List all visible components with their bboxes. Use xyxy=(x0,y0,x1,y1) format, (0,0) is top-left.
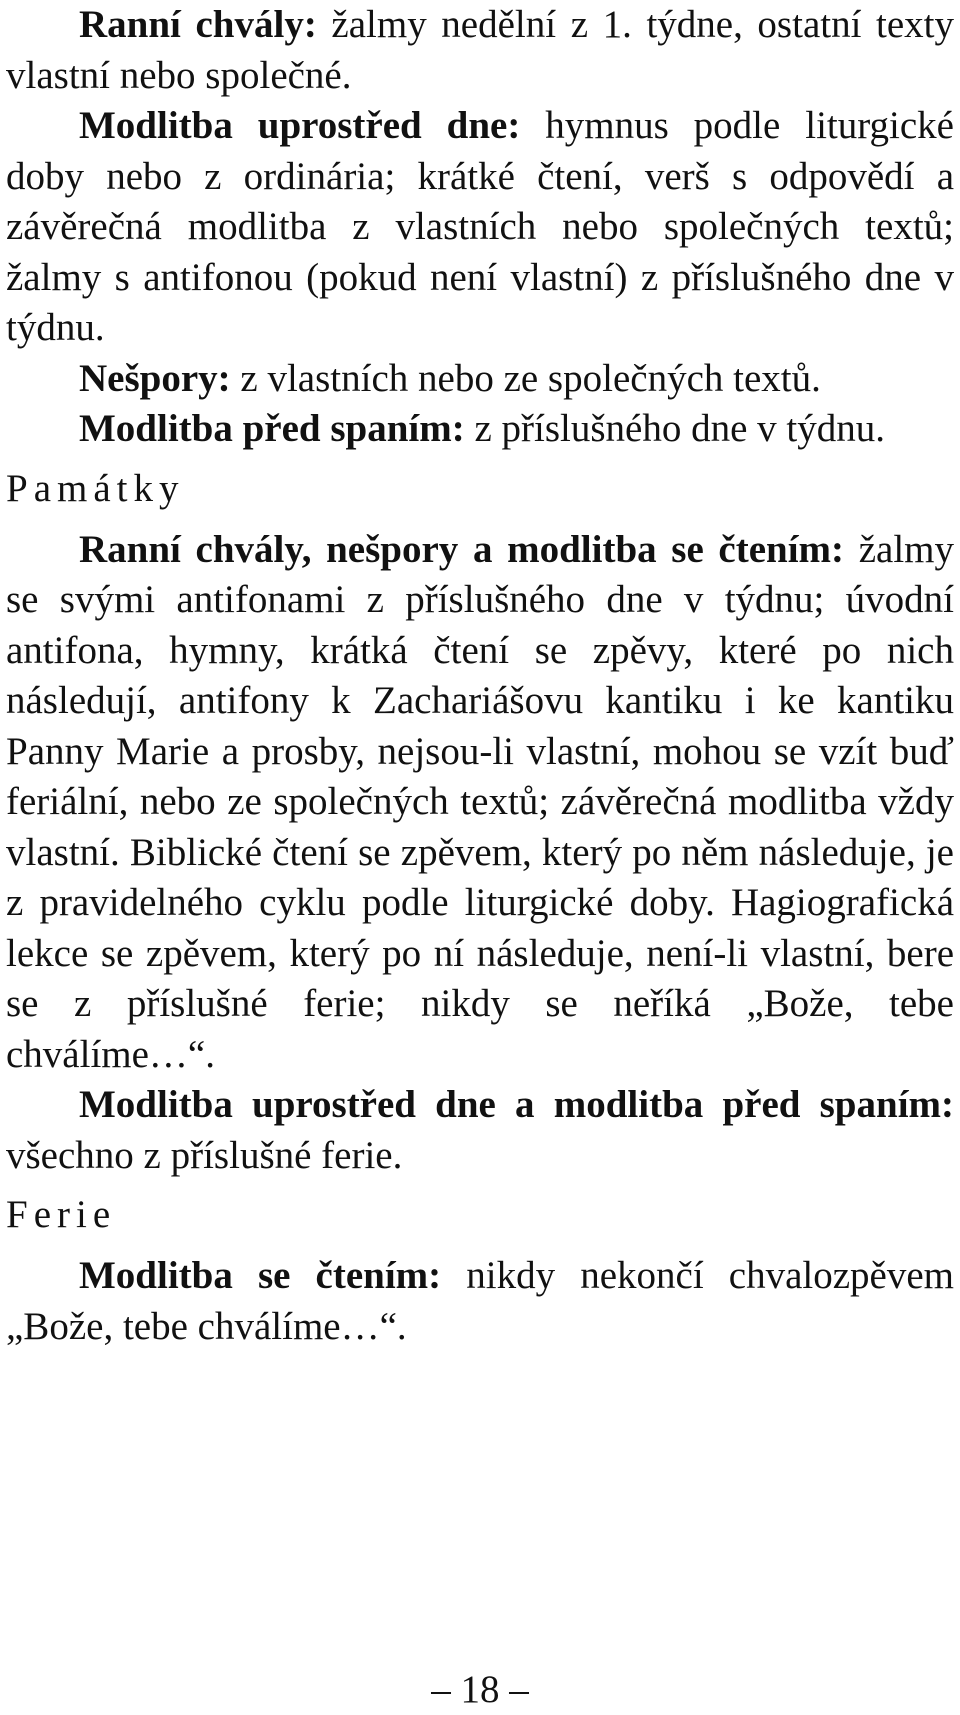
label-nespory: Nešpory: xyxy=(79,356,231,400)
paragraph-ranni-chvaly xyxy=(6,0,954,101)
text-pamatky-midday: všechno z příslušné ferie. xyxy=(6,1133,403,1177)
label-pamatky-hours: Ranní chvály, nešpory a modlitba se čtením: xyxy=(79,527,845,571)
paragraph-pamatky-hours xyxy=(6,525,954,1081)
label-modlitba-uprostred-dne: Modlitba uprostřed dne: xyxy=(79,104,521,147)
paragraph-ferie-reading xyxy=(6,1251,954,1352)
section-heading-pamatky: Památky xyxy=(6,466,185,510)
text-modlitba-uprostred-dne: hymnus podle liturgické doby nebo z ordinária; krátké čtení, verš s odpovědí a závěrečná modlitba z vlastních nebo společných textů; žalmy s antifonou (pokud není vlastní) z příslušného dne v týdnu. xyxy=(6,104,954,349)
label-modlitba-pred-spanim: Modlitba před spaním: xyxy=(79,407,465,450)
paragraph-pamatky-midday xyxy=(6,1080,954,1181)
text-ferie-reading: nikdy nekončí chvalozpěvem „Bože, tebe chválíme…“. xyxy=(6,1254,954,1348)
page-number: – 18 – xyxy=(431,1668,529,1711)
label-pamatky-midday: Modlitba uprostřed dne a modlitba před spaním: xyxy=(79,1083,954,1126)
paragraph-modlitba-pred-spanim xyxy=(6,404,954,455)
text-pamatky-hours: žalmy se svými antifonami z příslušného dne v týdnu; úvodní antifona, hymny, krátká čtení se zpěvy, které po nich následují, antifony k Zachariášovu kantiku i ke kantiku Panny Marie a prosby, nejsou-li vlastní, mohou se vzít buď feriální, nebo ze společných textů; závěrečná modlitba vždy vlastní. Biblické čtení se zpěvem, který po něm následuje, je z pravidelného cyklu podle liturgické doby. Hagiografická lekce se zpěvem, který po ní následuje, není-li vlastní, bere se z příslušné ferie; nikdy se neříká „Bože, tebe chválíme…“. xyxy=(6,527,954,1076)
document-page xyxy=(6,0,954,1352)
text-ranni-chvaly: žalmy nedělní z 1. týdne, ostatní texty vlastní nebo společné. xyxy=(6,3,955,97)
label-ferie-reading: Modlitba se čtením: xyxy=(79,1254,442,1297)
label-ranni-chvaly: Ranní chvály: xyxy=(79,3,317,46)
text-nespory: z vlastních nebo ze společných textů. xyxy=(230,356,821,400)
paragraph-nespory xyxy=(6,354,954,405)
paragraph-modlitba-uprostred-dne xyxy=(6,101,954,354)
section-heading-ferie: Ferie xyxy=(6,1193,117,1236)
text-modlitba-pred-spanim: z příslušného dne v týdnu. xyxy=(464,407,885,450)
